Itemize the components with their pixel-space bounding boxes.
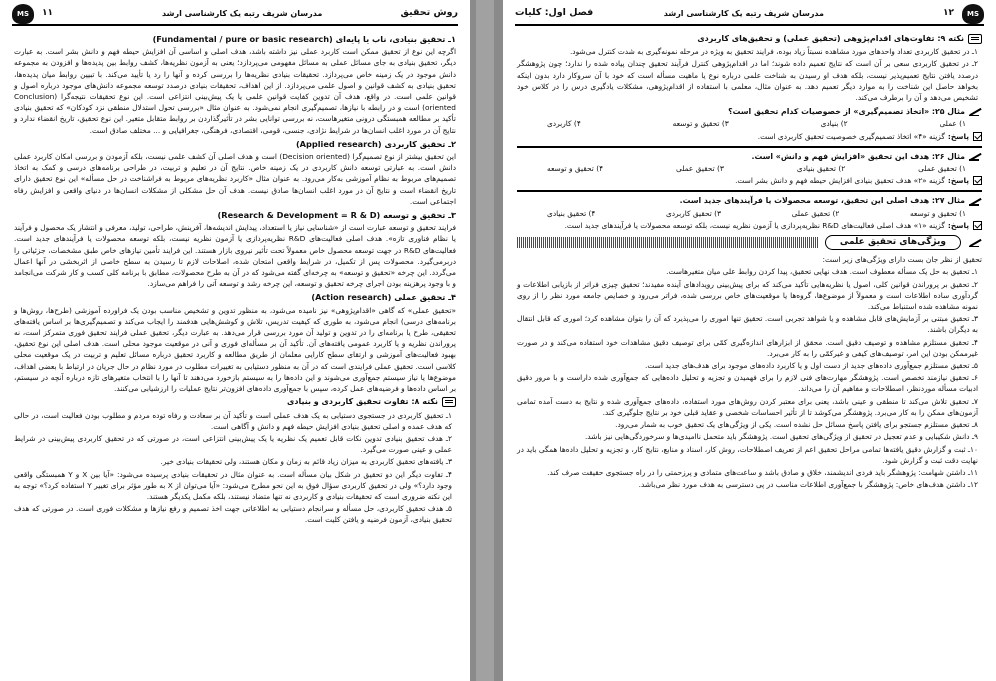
book-title: مدرسان شریف رتبه یک کارشناسی ارشد [663, 9, 824, 18]
heading-en: (Action research) [311, 292, 392, 303]
feature-item: ۷ـ تحقیق تلاش می‌کند تا منطقی و عینی باشد، یعنی برای معتبر کردن روش‌های مورد استفاده، داده‌های جمع‌آوری شده و نتایج به دست آمده تمامی آزمون‌های ممکن را به کار می‌برد. پژوهشگر می‌کوشد تا از تأثیر احساسات شخصی و عقاید قبلی خود بر نتایج جلوگیری کند. [517, 396, 978, 417]
example-question [517, 106, 982, 117]
answer-text: گزینه «۱» هدف اصلی فعالیت‌های R&D نظریه‌پردازی یا آزمون نظریه نیست، بلکه توسعه محصولات یا فرآیندهای جدید است. [564, 220, 945, 230]
left-page [0, 0, 470, 681]
option: ۱) تحقیق عملی [918, 164, 966, 174]
right-page-header [515, 4, 984, 26]
option: ۴) کاربردی [547, 119, 581, 129]
publisher-logo: MS [962, 4, 984, 24]
note-heading [517, 33, 982, 44]
pen-icon [969, 107, 982, 116]
heading-en: (Applied research) [295, 138, 382, 149]
section-text: اگرچه این نوع از تحقیق ممکن است کاربرد عملی نیز داشته باشد، هدف اصلی و اساسی آن افزایش حیطه فهم و دانش بشر است. به عبارت دیگر، تحقیق بنیادی به جای مسائل عملی به مسائل مفهومی می‌پردازد؛ یعنی به آزمون نظریه‌ها، کشف روابط بین پدیده‌ها و افزودن به مجموعه دانش موجود در یک زمینه خاص می‌پردازد. تحقیقات بنیادی نظریه‌ها را بررسی کرده و آنها را رد یا تأیید می‌کند. با تبیین روابط میان پدیده‌ها، تحقیق بنیادی به کشف قوانین و اصول علمی می‌پردازد. از این اهداف، تحقیقات بنیادی درصدد توسعه مجموعه دانش‌های موجود درباره اصول و قوانین علمی است. در واقع، هدف آن تدوین کفایت قوانین علمی یا یک پیش‌بینی انتزاعی است. این نوع تحقیقات نتیجه‌گرا (Conclusion oriented) است و در رابطه با نیازها، تصمیم‌گیری انجام نمی‌شود. به عنوان مثال «بررسی تحول استدلال منطقی نزد کودکان» که تحقیق بنیادی تأکید بر مطالعه همبستگی درونی متغیرهاست، نه بررسی توانایی بشر در تأثیرگذاردن بر روابط متقابل متغیر. این نوع تحقیق، تاریخ انقضاء ندارد و نتایج آن در مورد اغلب انسان‌ها در شرایط نژادی، جنسی، قومی، اقتصادی، فرهنگی، جغرافیایی و ... مختلف صادق است. [14, 47, 456, 135]
heading-fa: ۲ـ تحقیق کاربردی [384, 138, 456, 149]
divider [517, 190, 982, 192]
section-heading [14, 34, 456, 45]
page-number: ۱۱ [42, 8, 53, 18]
right-page-content [517, 31, 982, 675]
answer-block [517, 175, 982, 186]
feature-item: ۶ـ تحقیق نیازمند تخصص است. پژوهشگر مهارت‌های فنی لازم را برای فهمیدن و تجزیه و تحلیل داده‌هایی که جمع‌آوری شده داراست و با مرور دقیق ادبیات مسأله موردنظر، اصطلاحات و مفاهیم آن را می‌داند. [517, 373, 978, 394]
left-page-content [14, 31, 456, 675]
feature-item: ۹ـ دانش شکیبایی و عدم تعجیل در تحقیق از ویژگی‌های تحقیق است. پژوهشگر باید متحمل ناامیدی‌ها و سرخوردگی‌هایی نیز باشد. [584, 432, 978, 442]
feature-item: ۲ـ تحقیق بر پروراندن قوانین کلی، اصول یا نظریه‌هایی تأکید می‌کند که برای پیش‌بینی رویدادهای آینده مفیدند؛ تحقیق چیزی فراتر از بازیابی اطلاعات و گردآوری ساده اطلاعات است و معمولاً از موضوع‌ها، گروه‌ها یا موقعیت‌های خاص بررسی شده، فراتر می‌رود و خصایص جامعه مورد نظر را از روی نمونه مشاهده شده استنباط می‌کند. [517, 279, 978, 312]
note-item: ۱ـ در تحقیق کاربردی تعداد واحدهای مورد مشاهده نسبتاً زیاد بوده، فرایند تحقیق به ویژه در مرحله نمونه‌گیری به شدت کنترل می‌شود. [569, 47, 978, 57]
option: ۱) تحقیق و توسعه [909, 208, 966, 218]
banner-pattern [517, 237, 819, 248]
answer-label: پاسخ: [947, 131, 969, 141]
option: ۳) تحقیق عملی [676, 164, 724, 174]
heading-en: (Fundamental / pure or basic research) [152, 34, 333, 44]
feature-item: ۴ـ تحقیق مستلزم مشاهده و توصیف دقیق است. محقق از ابزارهای اندازه‌گیری کمّی برای توصیف دقیق مشاهدات خود استفاده می‌کند و در صورت غیرممکن بودن این امر، توصیف‌های کیفی و غیرکمّی را به کار می‌برد. [517, 337, 978, 358]
question-text: مثال ۲۵: «اتخاذ تصمیم‌گیری» از خصوصیات کدام تحقیق است؟ [728, 107, 965, 117]
book-gutter [470, 0, 503, 681]
page-number: ۱۲ [943, 8, 954, 18]
option: ۳) تحقیق و توسعه [672, 119, 729, 129]
answer-label: پاسخ: [947, 220, 969, 230]
option: ۲) تحقیق بنیادی [796, 164, 846, 174]
checkbox-icon [973, 132, 982, 141]
answer-block [517, 220, 982, 231]
features-intro: تحقیق از نظر جان بست دارای ویژگی‌های زیر است: [822, 255, 982, 265]
answer-text: گزینه «۲» هدف تحقیق بنیادی افزایش حیطه فهم و دانش بشر است. [735, 176, 945, 186]
option: ۲) تحقیق عملی [791, 208, 840, 218]
note-title: نکته ۹: تفاوت‌های اقدام‌پژوهی (تحقیق عملی) و تحقیق‌های کاربردی [697, 34, 964, 43]
feature-item: ۱۲ـ داشتن هدف‌های خاص: پژوهشگر با جمع‌آوری اطلاعات مناسب در پی دسترسی به هدف مورد نظر می‌باشد. [638, 480, 978, 490]
checkbox-icon [973, 221, 982, 230]
feature-item: ۱۰ـ ثبت و گزارش دقیق یافته‌ها تمامی مراحل تحقیق اعم از تعریف اصطلاحات، روش کار، اسناد و منابع، نتایج کار، و تجزیه و تحلیل داده‌ها همگی باید در نهایت دقت ثبت و گزارش شود. [517, 444, 978, 465]
section-heading [14, 292, 456, 303]
section-heading [14, 139, 456, 150]
answer-label: پاسخ: [947, 176, 969, 186]
section-banner [517, 235, 982, 250]
answer-options [517, 162, 982, 175]
chapter-title: فصل اول: کلیات [515, 7, 594, 18]
note-icon [442, 397, 456, 407]
note-heading [14, 396, 456, 407]
answer-block [517, 131, 982, 142]
note-item: ۲ـ در تحقیق کاربردی سعی بر آن است که نتایج تعمیم داده شوند؛ اما در اقدام‌پژوهی کنترل فرآیند تحقیق چندان پیاده شده را ندارد؛ چون پژوهشگر درصدد یافتن نتایج تعمیم‌پذیر نیست، بلکه هدف او رسیدن به شناخت علمی درباره نوع یا ماهیت مسأله است که خود با آن سروکار دارد بدون اینکه بخواهد حاصل این شناخت را به موارد دیگر تعمیم دهد. به عنوان مثال، معلمی با استفاده از اقدام‌پژوهی، مشکلات یادگیری درس را در کلاس خود تشخیص می‌دهد و آن را برطرف می‌کند. [517, 59, 978, 103]
section-text: «تحقیق عملی» که گاهی «اقدام‌پژوهی» نیز نامیده می‌شود، به منظور تدوین و تشخیص مناسب بودن یک فراورده آموزشی (طرح‌ها، روش‌ها و برنامه‌های درسی) انجام می‌شود، به طوری که کیفیت تدریس، تلاش و کوشش‌هایی هدفمند را ایجاب می‌کند و تصمیم‌گیری‌ها بر اساس یافته‌های تحقیقی، طرح یا برنامه‌ای را در تدوین و تولید آن مورد بررسی قرار می‌دهد. به عبارت دیگر، تحقیق عملی فرایند تحقیق فوری متمرکز است، نه پروراندن نظریه و یا کاربرد عمومی یافته‌های آن. تأکید آن بر مسأله‌ای فوری و آنی در موقعیت موجود محلی است. هدف اصلی این نوع تحقیق، بهبود فعالیت‌های آموزشی و ارتقای سطح کارایی معلمان از طریق مطالعه و کاربرد تحقیق درباره مسائل تعلیم و تربیت در یک موقعیت محلی کلاسی است. تحقیق عملی فرایندی است که در آن به منظور دستیابی به تغییرات مطلوب در مورد نظام در حال جریان در ارتباط با بعضی اهداف، موضوع‌ها یا نیاز سیستم جمع‌آوری می‌شوند و این داده‌ها را به سیستم بازخورد می‌دهند تا آنها را با انتخاب متغیرهای تازه درباره آنچه در سیستم، بر اساس داده‌ها و فرضیه‌های عمل کرده، سپس با جمع‌آوری داده‌های افزون‌تر نتایج عملیات را ارزشیابی می‌کنند. [14, 305, 456, 394]
example-question [517, 195, 982, 206]
option: ۴) تحقیق بنیادی [547, 208, 596, 218]
option: ۴) تحقیق و توسعه [547, 164, 604, 174]
section-text: این تحقیق بیشتر از نوع تصمیم‌گرا (Decision oriented) است و هدف اصلی آن کشف علمی نیست، بلکه آزمودن و بررسی امکان کاربرد عملی دانش است. به عبارتی توسعه دانش کاربردی در یک زمینه خاص. نتایج آن در تعلیم و تربیت، در طراحی برنامه‌های درسی و کمک به اتخاذ تصمیم‌های مربوط به نظام آموزشی به‌کار می‌رود. به عنوان مثال «کاربرد نظریه‌های مربوط به فراشناخت در حل مسأله» این نوع تحقیق دارای تاریخ انقضاء است و نتایج آن در مورد اغلب انسان‌ها صادق نیست. هدف آن حل مشکلی از مشکلات انسان‌ها در دنیای واقعی و افزایش رفاه اجتماعی است. [14, 152, 457, 206]
banner-title: ویژگی‌های تحقیق علمی [825, 235, 961, 250]
left-page-header [12, 4, 458, 26]
option: ۳) تحقیق کاربردی [665, 208, 722, 218]
right-page [503, 0, 996, 681]
example-question [517, 151, 982, 162]
feature-item: ۱ـ تحقیق به حل یک مسأله معطوف است. هدف نهایی تحقیق، پیدا کردن روابط علی میان متغیرهاست. [666, 267, 978, 277]
note-item: ۲ـ هدف تحقیق بنیادی تدوین نکات قابل تعمیم یک نظریه یا یک پیش‌بینی انتزاعی است، در صورتی که در تحقیق کاربردی پیش‌بینی در شرایط عملی و عینی صورت می‌گیرد. [14, 433, 452, 455]
feature-item: ۸ـ تحقیق مستلزم جستجو برای یافتن پاسخ مسائل حل نشده است. یکی از ویژگی‌های یک تحقیق خوب به شمار می‌رود. [615, 420, 978, 430]
note-item: ۳ـ یافته‌های تحقیق کاربردی به میزان زیاد قائم به زمان و مکان هستند، ولی تحقیقات بنیادی خیر. [160, 457, 452, 467]
feature-item: ۵ـ تحقیق مستلزم جمع‌آوری داده‌های جدید از دست اول و یا کاربرد داده‌های موجود برای هدف‌های جدید است. [645, 361, 978, 371]
pen-icon [969, 197, 982, 206]
answer-options [517, 117, 982, 130]
pen-icon [969, 152, 982, 161]
feature-item: ۱۱ـ داشتن شهامت: پژوهشگر باید فردی اندیشمند، خلاق و صادق باشد و ساعت‌های متمادی و پرزحمتی را در راه جستجوی حقیقت صرف کند. [547, 467, 978, 477]
section-heading [14, 210, 456, 221]
heading-fa: ۱ـ تحقیق بنیادی، ناب یا پایه‌ای [335, 34, 456, 44]
note-item: ۴ـ تفاوت دیگر این دو تحقیق در شکل بیان مسأله است. به عنوان مثال در تحقیقات بنیادی پرسیده می‌شود: «آیا بین X و Y همبستگی واقعی وجود دارد؟» ولی در تحقیق کاربردی سؤال فوق به این نحو مطرح می‌شود: «آیا می‌توان از X به طور مؤثر برای تغییر Y استفاده کرد؟» توجه به این نکته ضروری است که تحقیقات بنیادی و کاربردی نه تنها متضاد نیستند، بلکه مکمل یکدیگر هستند. [14, 469, 452, 501]
section-text: فرایند تحقیق و توسعه عبارت است از «شناسایی نیاز یا استعداد، پیدایش اندیشه‌ها، آفرینش، طراحی، تولید، معرفی و انتشار یک محصول و فرآیند یا نظام فناوری تازه». هدف اصلی فعالیت‌های R&D نظریه‌پردازی یا آزمون نظریه نیست، بلکه توسعه محصولات یا فرآیندهای جدید است. فعالیت‌های R&D در جهت توسعه محصول خاص معمولاً تحت تأثیر نیروی بازار هستند. این فرایند تأمین نیازهای خاص طبق مشخصات، جزئیاتی را دربرمی‌گیرد. محصولات پس از تکمیل، در شرایط واقعی امتحان شده، اصلاحات لازم تا رسیدن به سطح خاصی از اثربخشی در آنها اعمال می‌گردد. این چرخه «تحقیق و توسعه» به چرخه‌ای گفته می‌شود که در آن به طرح محصولات، مطابق با برنامه کلی کسب و کار شرکت می‌انجامد و با وجود پرهزینه بودن اجرای چرخه تحقیق و توسعه، این چرخه رشد و توسعه آتی را فراهم می‌سازد. [14, 223, 457, 289]
heading-fa: ۳ـ تحقیق و توسعه [383, 210, 456, 221]
question-text: مثال ۲۷: هدف اصلی این تحقیق، توسعه محصولات یا فرآیندهای جدید است. [679, 196, 965, 206]
option: ۲) بنیادی [820, 119, 848, 129]
feature-item: ۳ـ تحقیق مبتنی بر آزمایش‌های قابل مشاهده و یا شواهد تجربی است. تحقیق تنها اموری را می‌پذیرد که آن را بتوان مشاهده کرد؛ اموری که قابل انتقال به دیگران باشند. [517, 314, 978, 335]
note-item: ۵ـ هدف تحقیق کاربردی، حل مسأله و سرانجام دستیابی به اطلاعاتی جهت اخذ تصمیم و رفع نیازها و مشکلات فوری است. در صورتی که هدف تحقیق بنیادی، آزمون فرضیه و یافتن کلیت است. [14, 504, 452, 525]
answer-options [517, 207, 982, 220]
heading-fa: ۴ـ تحقیق عملی [394, 292, 456, 303]
heading-en: (Research & Development = R & D) [217, 210, 381, 221]
divider [517, 146, 982, 148]
option: ۱) عملی [939, 119, 966, 129]
note-icon [968, 34, 982, 44]
book-title: مدرسان شریف رتبه یک کارشناسی ارشد [162, 9, 323, 18]
chapter-title: روش تحقیق [400, 7, 458, 18]
checkbox-icon [973, 176, 982, 185]
pen-icon [969, 238, 982, 247]
note-title: نکته ۸: تفاوت تحقیق کاربردی و بنیادی [287, 397, 438, 407]
answer-text: گزینه «۴» اتخاذ تصمیم‌گیری خصوصیت تحقیق کاربردی است. [757, 131, 945, 141]
publisher-logo: MS [12, 4, 34, 24]
question-text: مثال ۲۶: هدف این تحقیق «افزایش فهم و دانش» است. [751, 151, 965, 161]
note-item: ۱ـ تحقیق کاربردی در جستجوی دستیابی به یک هدف عملی است و تأکید آن بر سعادت و رفاه توده مردم و مطلوب بودن فعالیت است، در حالی که هدف عمده و اصلی تحقیق بنیادی افزایش حیطه فهم و دانش و آگاهی است. [14, 410, 452, 431]
